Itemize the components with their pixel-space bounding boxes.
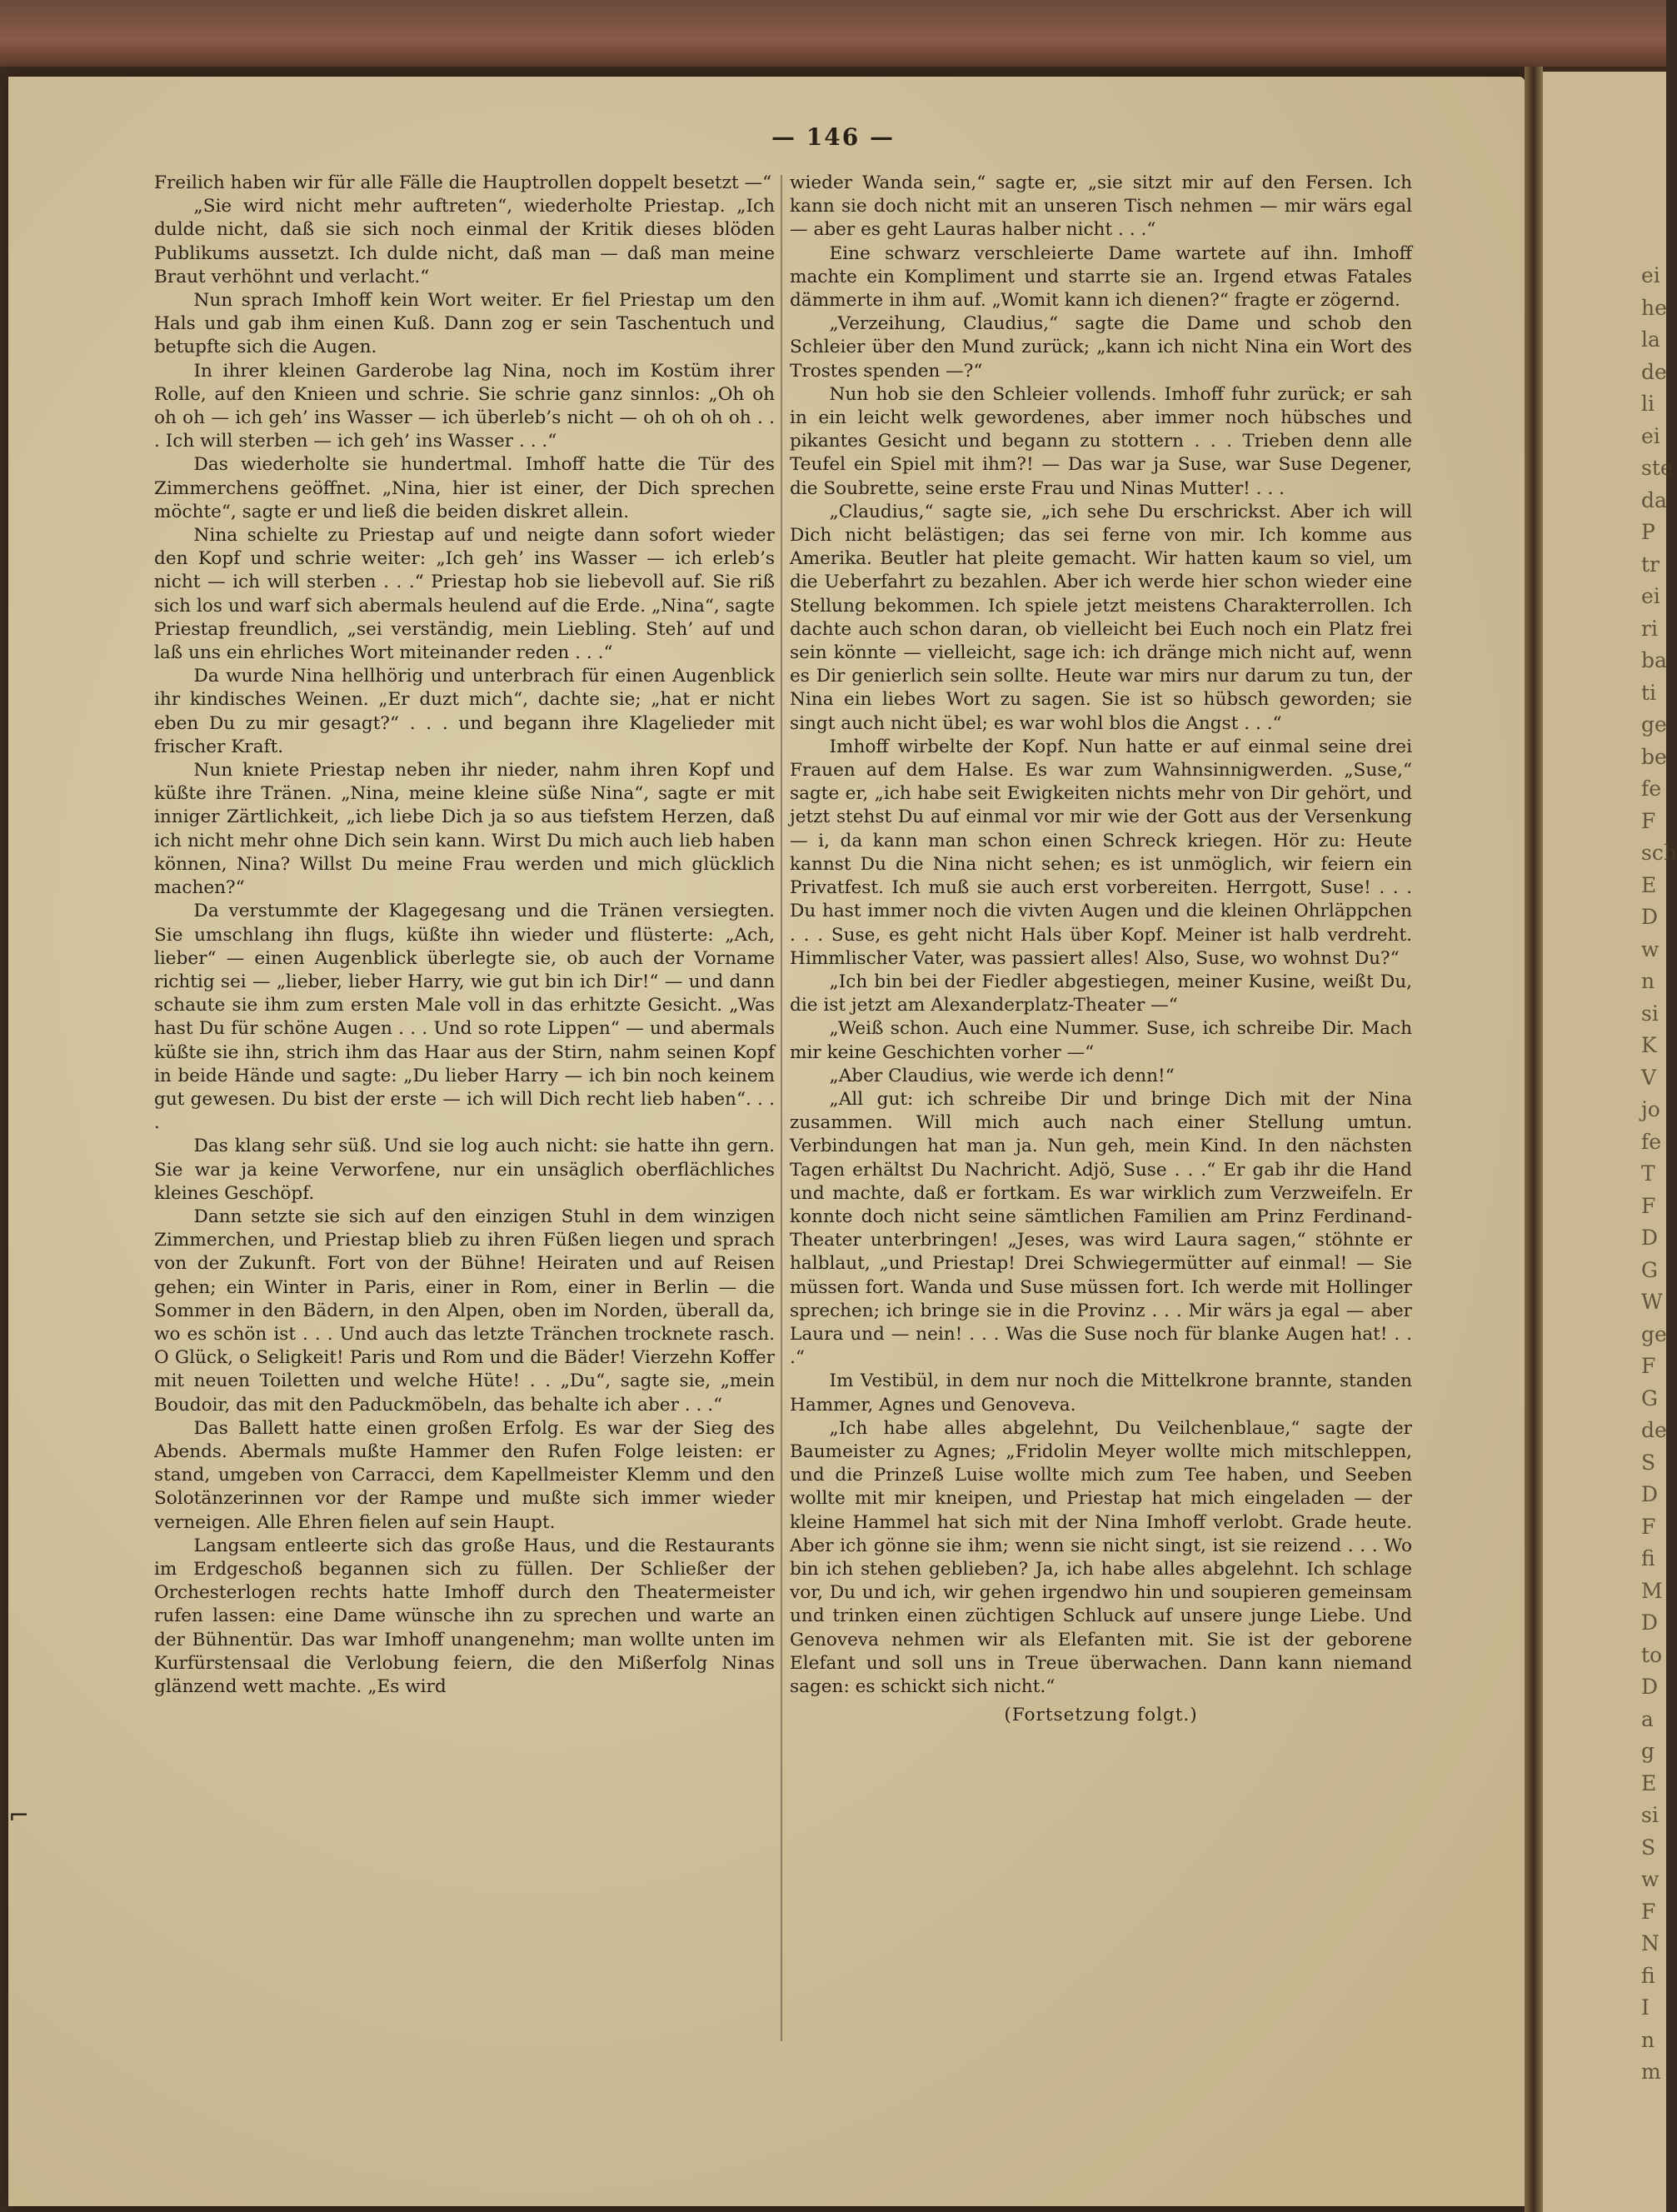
paragraph: wieder Wanda sein,“ sagte er, „sie sitzt mir auf den Fersen. Ich kann sie doch nicht mit an unseren Tisch nehmen — mir wärs egal — aber es geht Lauras halber nicht . . .“	[790, 172, 1412, 241]
adjacent-page-text-fragment: ei	[1641, 423, 1660, 448]
adjacent-page-text-fragment: ei	[1641, 263, 1660, 287]
adjacent-page-text-fragment: ei	[1641, 584, 1660, 608]
book-gutter	[1525, 67, 1543, 2212]
paragraph: Langsam entleerte sich das große Haus, und die Restaurants im Erdgeschoß begannen sich zu füllen. Der Schließer der Orchesterlogen rechts hatte Imhoff durch den Theatermeister rufen lassen: eine Dame wünsche ihn zu sprechen und warte an der Bühnentür. Das war Imhoff unangenehm; man wollte unten im Kurfürstensaal die Verlobung feiern, die den Mißerfolg Ninas glänzend wett machte. „Es wird	[154, 1535, 775, 1697]
adjacent-page-text-fragment: n	[1641, 969, 1655, 993]
adjacent-page-text-fragment: fe	[1641, 776, 1662, 801]
continuation-note: (Fortsetzung folgt.)	[1004, 1705, 1198, 1726]
paragraph: Da verstummte der Klagegesang und die Tränen versiegten. Sie umschlang ihn flugs, küßte ihn wieder und flüsterte: „Ach, lieber“ — einen Augenblick überlegte sie, ob auch der Vorname richtig sei — „lieber, lieber Harry, wie gut bin ich Dir!“ — und dann schaute sie ihm zum ersten Male voll in das erhitzte Gesicht. „Was hast Du für schöne Augen . . . Und so rote Lippen“ — und abermals küßte sie ihn, strich ihm das Haar aus der Stirn, nahm seinen Kopf in beide Hände und sagte: „Du lieber Harry — ich bin noch keinem gut gewesen. Du bist der erste — ich will Dich recht lieb haben“. . . .	[154, 901, 775, 1134]
adjacent-page-text-fragment: D	[1641, 1226, 1659, 1250]
adjacent-page-text-fragment: fe	[1641, 1129, 1662, 1154]
paragraph: „Ich habe alles abgelehnt, Du Veilchenblaue,“ sagte der Baumeister zu Agnes; „Fridolin Meyer wollte mich mitschleppen, und die Prinzeß Luise wollte mich zum Tee haben, und Seeben wollte mit mir kneipen, und Priestap hat mich eingeladen — der kleine Hammel hat sich mit der Nina Imhoff verlobt. Grade heute. Aber ich gönne sie ihm; wenn sie nicht singt, ist sie reizend . . . Wo bin ich stehen geblieben? Ja, ich habe alles abgelehnt. Ich schlage vor, Du und ich, wir gehen irgendwo hin und soupieren gemeinsam und trinken einen züchtigen Schluck auf unsere junge Liebe. Und Genoveva nehmen wir als Elefanten mit. Sie ist der geborene Elefant und soll uns in Treue überwachen. Dann kann niemand sagen: es schickt sich nicht.“	[790, 1417, 1412, 1697]
adjacent-page-text-fragment: S	[1641, 1450, 1656, 1475]
paragraph: Nun sprach Imhoff kein Wort weiter. Er fiel Priestap um den Hals und gab ihm einen Kuß. Dann zog er sein Taschentuch und betupfte sich die Augen.	[154, 290, 775, 358]
paragraph: Das klang sehr süß. Und sie log auch nicht: sie hatte ihn gern. Sie war ja keine Verworfene, nur ein unsäglich oberflächliches kleines Geschöpf.	[154, 1136, 775, 1204]
margin-mark-icon: ⌐	[8, 1801, 30, 1830]
paragraph: „Sie wird nicht mehr auftreten“, wiederholte Priestap. „Ich dulde nicht, daß sie sich noch einmal der Kritik dieses blöden Publikums aussetzt. Ich dulde nicht, daß man — daß man meine Braut verhöhnt und verlacht.“	[154, 196, 775, 287]
page-number: — 146 —	[771, 123, 895, 151]
adjacent-page-text-fragment: m	[1641, 2060, 1661, 2084]
paragraph: „Ich bin bei der Fiedler abgestiegen, meiner Kusine, weißt Du, die ist jetzt am Alexanderplatz-Theater —“	[790, 971, 1412, 1016]
adjacent-page-text-fragment: ti	[1641, 680, 1657, 705]
adjacent-page-text-fragment: D	[1641, 1675, 1659, 1699]
paragraph: Eine schwarz verschleierte Dame wartete auf ihn. Imhoff machte ein Kompliment und starrte sie an. Irgend etwas Fatales dämmerte in ihm auf. „Womit kann ich dienen?“ fragte er zögernd.	[790, 242, 1412, 312]
adjacent-page-text-fragment: F	[1641, 808, 1656, 833]
paragraph: Das wiederholte sie hundertmal. Imhoff hatte die Tür des Zimmerchens geöffnet. „Nina, hier ist einer, der Dich sprechen möchte“, sagte er und ließ die beiden diskret allein.	[154, 454, 775, 522]
adjacent-page-text-fragment: de	[1641, 1418, 1667, 1442]
right-text-column	[790, 172, 1412, 1727]
column-divider	[781, 175, 782, 2041]
adjacent-page-text-fragment: li	[1641, 392, 1655, 416]
paragraph: In ihrer kleinen Garderobe lag Nina, noch im Kostüm ihrer Rolle, auf den Knieen und schrie. Sie schrie ganz sinnlos: „Oh oh oh oh — ich geh’ ins Wasser — ich überleb’s nicht — oh oh oh oh . . . Ich will sterben — ich geh’ ins Wasser . . .“	[154, 360, 775, 452]
paragraph: Dann setzte sie sich auf den einzigen Stuhl in dem winzigen Zimmerchen, und Priestap blieb zu ihren Füßen liegen und sprach von der Zukunft. Fort von der Bühne! Heiraten und auf Reisen gehen; ein Winter in Paris, einer in Rom, einer in Berlin — die Sommer in den Bädern, in den Alpen, oben im Norden, überall da, wo es schön ist . . . Und auch das letzte Tränchen trocknete rasch. O Glück, o Seligkeit! Paris und Rom und die Bäder! Vierzehn Koffer mit neuen Toiletten und welche Hüte! . . „Du“, sagte sie, „mein Boudoir, das mit den Paduckmöbeln, das behalte ich aber . . .“	[154, 1206, 775, 1416]
adjacent-page-text-fragment: E	[1641, 872, 1657, 897]
paragraph: „Claudius,“ sagte sie, „ich sehe Du erschrickst. Aber ich will Dich nicht belästigen; das sei ferne von mir. Ich komme aus Amerika. Beutler hat pleite gemacht. Wir hatten kaum so viel, um die Ueberfahrt zu bezahlen. Aber ich werde hier schon wieder eine Stellung bekommen. Ich spiele jetzt meistens Charakterrollen. Ich dachte auch schon daran, ob vielleicht bei Euch noch ein Platz frei sein könnte — vielleicht, sage ich: ich dränge mich nicht auf, wenn es Dir genierlich sein sollte. Heute war mirs nur darum zu tun, der Nina ein liebes Wort zu sagen. Sie ist so hübsch geworden; sie singt auch nicht übel; es war wohl blos die Angst . . .“	[790, 501, 1412, 734]
adjacent-page-text-fragment: ri	[1641, 616, 1658, 641]
adjacent-page-text-fragment: si	[1641, 1803, 1659, 1827]
adjacent-page-text-fragment: D	[1641, 1610, 1659, 1635]
adjacent-page-text-fragment: ge	[1641, 1321, 1667, 1346]
paragraph: „Verzeihung, Claudius,“ sagte die Dame und schob den Schleier über den Mund zurück; „kann ich nicht Nina ein Wort des Trostes spenden —?“	[790, 313, 1412, 382]
paragraph: Imhoff wirbelte der Kopf. Nun hatte er auf einmal seine drei Frauen auf dem Halse. Es war zum Wahnsinnigwerden. „Suse,“ sagte er, „ich habe seit Ewigkeiten nichts mehr von Dir gehört, und jetzt stehst Du auf einmal vor mir wie der Gott aus der Versenkung — i, da kann man schon einen Schreck kriegen. Hör zu: Heute kannst Du die Nina nicht sehen; es ist unmöglich, wir feiern ein Privatfest. Ich muß sie auch erst vorbereiten. Herrgott, Suse! . . . Du hast immer noch die vivten Augen und die kleinen Ohrläppchen . . . Suse, es geht nicht Hals über Kopf. Meiner ist halb verdreht. Himmlischer Vater, was passiert alles! Also, Suse, wo wohnst Du?“	[790, 736, 1412, 969]
adjacent-page-text-fragment: fi	[1641, 1963, 1655, 1988]
adjacent-page-text-fragment: G	[1641, 1257, 1658, 1282]
paragraph: „All gut: ich schreibe Dir und bringe Dich mit der Nina zusammen. Will mich auch nach einer Stellung umtun. Verbindungen hat man ja. Nun geh, mein Kind. In den nächsten Tagen erhältst Du Nachricht. Adjö, Suse . . .“ Er gab ihr die Hand und machte, daß er fortkam. Es war wirklich zum Verzweifeln. Er konnte doch nicht seine sämtlichen Familien am Prinz Ferdinand-Theater unterbringen! „Jeses, was wird Laura sagen,“ stöhnte er halblaut, „und Priestap! Drei Schwiegermütter auf einmal! — Sie müssen fort. Wanda und Suse müssen fort. Ich werde mit Hollinger sprechen; ich bringe sie in die Provinz . . . Mir wärs ja egal — aber Laura und — nein! . . . Was die Suse noch für blanke Augen hat! . . .“	[790, 1088, 1412, 1369]
book-top-edge	[0, 0, 1666, 67]
adjacent-page-text-fragment: jo	[1641, 1097, 1660, 1121]
left-text-column	[154, 172, 775, 1699]
adjacent-page-text-fragment: F	[1641, 1514, 1656, 1539]
adjacent-page-text-fragment: sch	[1641, 841, 1677, 865]
adjacent-page-text-fragment: I	[1641, 1995, 1650, 2020]
adjacent-page-text-fragment: ste	[1641, 456, 1673, 480]
adjacent-page-text-fragment: S	[1641, 1835, 1656, 1860]
adjacent-page-text-fragment: M	[1641, 1578, 1663, 1603]
adjacent-page-text-fragment: to	[1641, 1642, 1663, 1667]
paragraph: Da wurde Nina hellhörig und unterbrach für einen Augenblick ihr kindisches Weinen. „Er duzt mich“, dachte sie; „hat er nicht eben Du zu mir gesagt?“ . . . und begann ihre Klagelieder mit frischer Kraft.	[154, 666, 775, 757]
adjacent-page-text-fragment: ba	[1641, 648, 1667, 672]
adjacent-page-text-fragment: K	[1641, 1033, 1657, 1057]
paragraph: „Weiß schon. Auch eine Nummer. Suse, ich schreibe Dir. Mach mir keine Geschichten vorher —“	[790, 1018, 1412, 1063]
paragraph: Nun kniete Priestap neben ihr nieder, nahm ihren Kopf und küßte ihre Tränen. „Nina, meine kleine süße Nina“, sagte er mit inniger Zärtlichkeit, „ich liebe Dich ja so aus tiefstem Herzen, daß ich nicht mehr ohne Dich sein kann. Wirst Du mich auch lieb haben können, Nina? Willst Du meine Frau werden und mich glücklich machen?“	[154, 760, 775, 899]
paragraph: „Aber Claudius, wie werde ich denn!“	[829, 1065, 1175, 1086]
adjacent-page-text-fragment: n	[1641, 2027, 1655, 2052]
paragraph: Im Vestibül, in dem nur noch die Mittelkrone brannte, standen Hammer, Agnes und Genoveva.	[790, 1371, 1412, 1416]
paragraph: Nun hob sie den Schleier vollends. Imhoff fuhr zurück; er sah in ein leicht welk gewordenes, aber immer noch hübsches und pikantes Gesicht und begann zu stottern . . . Trieben denn alle Teufel ein Spiel mit ihm?! — Das war ja Suse, war Suse Degener, die Soubrette, seine erste Frau und Ninas Mutter! . . .	[790, 383, 1412, 499]
adjacent-page-text-fragment: G	[1641, 1386, 1658, 1411]
adjacent-page-text-fragment: V	[1641, 1065, 1657, 1090]
paragraph: Nina schielte zu Priestap auf und neigte dann sofort wieder den Kopf und schrie weiter: „Ich geh’ ins Wasser — ich erleb’s nicht — ich will sterben . . .“ Priestap hob sie liebevoll auf. Sie riß sich los und warf sich abermals heulend auf die Erde. „Nina“, sagte Priestap freundlich, „sei verständig, mein Liebling. Steh’ auf und laß uns ein ehrliches Wort miteinander reden . . .“	[154, 525, 775, 664]
adjacent-page-text-fragment: tr	[1641, 552, 1660, 577]
adjacent-page-text-fragment: de	[1641, 359, 1667, 384]
adjacent-page-text-fragment: F	[1641, 1899, 1656, 1924]
adjacent-page-text-fragment: D	[1641, 905, 1659, 929]
paragraph: Freilich haben wir für alle Fälle die Hauptrollen doppelt besetzt —“	[154, 172, 772, 193]
adjacent-page-text-fragment: fi	[1641, 1546, 1655, 1570]
adjacent-page-text-fragment: w	[1641, 936, 1660, 961]
adjacent-page-text-fragment: a	[1641, 1706, 1654, 1731]
adjacent-page-text-fragment: F	[1641, 1193, 1656, 1218]
adjacent-page-text-fragment: W	[1641, 1290, 1663, 1314]
paragraph: Das Ballett hatte einen großen Erfolg. Es war der Sieg des Abends. Abermals mußte Hammer den Rufen Folge leisten: er stand, umgeben von Carracci, dem Kapellmeister Klemm und den Solotänzerinnen vor der Rampe und mußte sich immer wieder verneigen. Alle Ehren fielen auf sein Haupt.	[154, 1417, 775, 1533]
adjacent-page-text-fragment: si	[1641, 1001, 1659, 1026]
adjacent-page-text-fragment: E	[1641, 1770, 1657, 1795]
adjacent-page-text-fragment: D	[1641, 1482, 1659, 1506]
adjacent-page-text-fragment: P	[1641, 520, 1655, 544]
adjacent-page-text-fragment: T	[1641, 1161, 1655, 1186]
adjacent-page-text-fragment: ge	[1641, 712, 1667, 737]
adjacent-page-text-fragment: N	[1641, 1931, 1660, 1955]
adjacent-page-text-fragment: be	[1641, 744, 1667, 769]
adjacent-page-edge	[1543, 72, 1677, 2212]
adjacent-page-text-fragment: da	[1641, 487, 1667, 512]
adjacent-page-text-fragment: F	[1641, 1354, 1656, 1378]
adjacent-page-text-fragment: la	[1641, 327, 1660, 352]
adjacent-page-text-fragment: w	[1641, 1867, 1660, 1891]
adjacent-page-text-fragment: he	[1641, 295, 1667, 320]
adjacent-page-text-fragment: g	[1641, 1739, 1655, 1763]
